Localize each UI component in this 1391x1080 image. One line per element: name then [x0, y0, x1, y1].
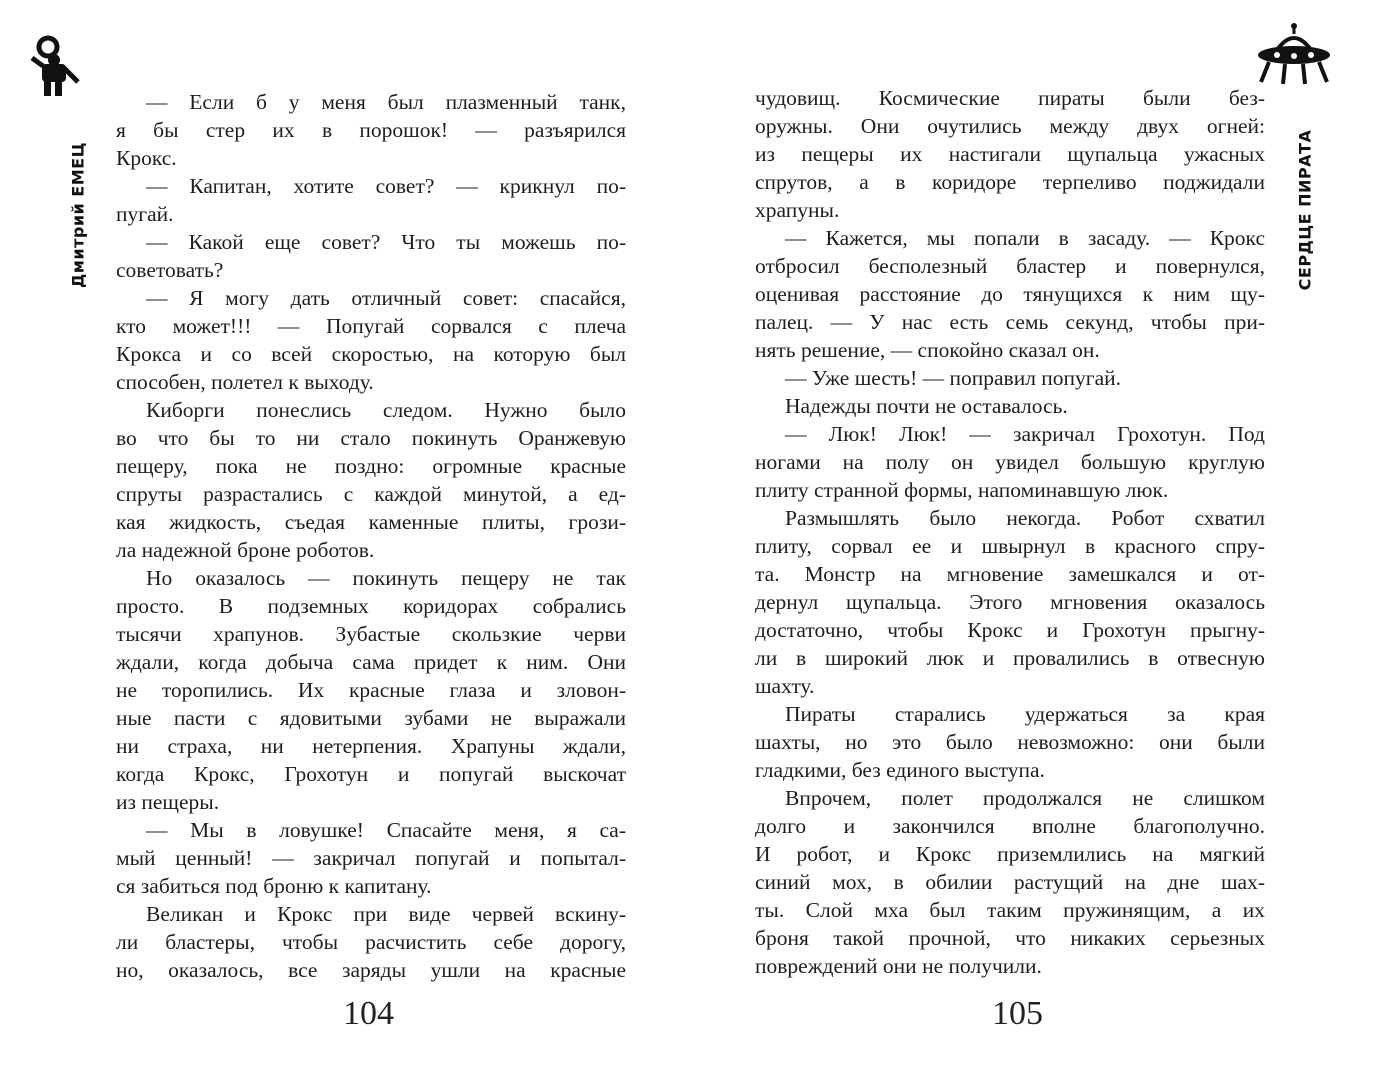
text-line: тысячи храпунов. Зубастые скользкие черви: [116, 622, 626, 646]
text-line: ли в широкий люк и провалились в отвесную: [755, 646, 1265, 670]
text-line: кто может!!! — Попугай сорвался с плеча: [116, 314, 626, 338]
astronaut-icon: [26, 34, 82, 98]
text-line: храпуны.: [755, 198, 840, 222]
text-line: Пираты старались удержаться за края: [785, 702, 1265, 726]
text-line: оценивая расстояние до тянущихся к ним щу-: [755, 282, 1265, 306]
text-line: та. Монстр на мгновение замешкался и от-: [755, 562, 1265, 586]
text-line: повреждений они не получили.: [755, 954, 1042, 978]
text-line: — Люк! Люк! — закричал Грохотун. Под: [785, 422, 1265, 446]
text-line: ные пасти с ядовитыми зубами не выражали: [116, 706, 626, 730]
text-line: достаточно, чтобы Крокс и Грохотун прыгну-: [755, 618, 1265, 642]
text-line: способен, полетел к выходу.: [116, 370, 374, 394]
text-line: шахту.: [755, 674, 815, 698]
text-line: И робот, и Крокс приземлились на мягкий: [755, 842, 1265, 866]
text-line: Размышлять было некогда. Робот схватил: [785, 506, 1265, 530]
text-line: спрутов, а в коридоре терпеливо поджидали: [755, 170, 1265, 194]
running-head-title: СЕРДЦЕ ПИРАТА: [1295, 129, 1315, 291]
text-line: кая жидкость, съедая каменные плиты, грози-: [116, 510, 626, 534]
text-line: ся забиться под броню к капитану.: [116, 874, 432, 898]
text-line: Крокс.: [116, 146, 177, 170]
text-line: во что бы то ни стало покинуть Оранжевую: [116, 426, 626, 450]
text-line: спруты разрастались с каждой минутой, а ед-: [116, 482, 626, 506]
ufo-icon: [1255, 22, 1333, 88]
text-line: — Я могу дать отличный совет: спасайся,: [146, 286, 626, 310]
text-line: — Капитан, хотите совет? — крикнул по-: [146, 174, 626, 198]
left-page: [0, 0, 690, 1080]
text-line: ла надежной броне роботов.: [116, 538, 375, 562]
text-line: ждали, когда добыча сама придет к ним. Они: [116, 650, 626, 674]
text-line: палец. — У нас есть семь секунд, чтобы при-: [755, 310, 1265, 334]
text-line: но, оказалось, все заряды ушли на красные: [116, 958, 626, 982]
text-line: — Уже шесть! — поправил попугай.: [785, 366, 1122, 390]
text-line: броня такой прочной, что никаких серьезных: [755, 926, 1265, 950]
text-line: советовать?: [116, 258, 224, 282]
text-line: ни страха, ни нетерпения. Храпуны ждали,: [116, 734, 626, 758]
page-number: 104: [343, 995, 394, 1032]
text-line: ли бластеры, чтобы расчистить себе дорогу,: [116, 930, 626, 954]
text-line: отбросил бесполезный бластер и повернулся,: [755, 254, 1265, 278]
text-line: Надежды почти не оставалось.: [785, 394, 1068, 418]
text-line: из пещеры их настигали щупальца ужасных: [755, 142, 1265, 166]
text-line: гладкими, без единого выступа.: [755, 758, 1045, 782]
text-line: — Если б у меня был плазменный танк,: [146, 90, 626, 114]
text-line: не торопились. Их красные глаза и зловон-: [116, 678, 626, 702]
text-line: Крокса и со всей скоростью, на которую был: [116, 342, 626, 366]
page-number: 105: [992, 995, 1043, 1032]
right-page-text: [755, 84, 1265, 980]
text-line: пугай.: [116, 202, 174, 226]
text-line: мый ценный! — закричал попугай и попытал-: [116, 846, 626, 870]
text-line: просто. В подземных коридорах собрались: [116, 594, 626, 618]
text-line: Великан и Крокс при виде червей вскину-: [146, 902, 626, 926]
text-line: Но оказалось — покинуть пещеру не так: [146, 566, 626, 590]
text-line: оружны. Они очутились между двух огней:: [755, 114, 1265, 138]
text-line: Впрочем, полет продолжался не слишком: [785, 786, 1265, 810]
left-page-text: [116, 88, 626, 984]
text-line: Киборги понеслись следом. Нужно было: [146, 398, 626, 422]
text-line: плиту странной формы, напоминавшую люк.: [755, 478, 1169, 502]
text-line: синий мох, в обилии растущий на дне шах-: [755, 870, 1265, 894]
text-line: — Какой еще совет? Что ты можешь по-: [146, 230, 626, 254]
text-line: ногами на полу он увидел большую круглую: [755, 450, 1265, 474]
right-page: [690, 0, 1391, 1080]
text-line: шахты, но это было невозможно: они были: [755, 730, 1265, 754]
text-line: из пещеры.: [116, 790, 220, 814]
text-line: я бы стер их в порошок! — разъярился: [116, 118, 626, 142]
text-line: ты. Слой мха был таким пружинящим, а их: [755, 898, 1265, 922]
text-line: пещеру, пока не поздно: огромные красные: [116, 454, 626, 478]
text-line: — Мы в ловушке! Спасайте меня, я са-: [146, 818, 626, 842]
text-line: чудовищ. Космические пираты были без-: [755, 86, 1265, 110]
text-line: когда Крокс, Грохотун и попугай выскочат: [116, 762, 626, 786]
text-line: долго и закончился вполне благополучно.: [755, 814, 1265, 838]
text-line: нять решение, — спокойно сказал он.: [755, 338, 1100, 362]
text-line: дернул щупальца. Этого мгновения оказалось: [755, 590, 1265, 614]
text-line: плиту, сорвал ее и швырнул в красного спру-: [755, 534, 1265, 558]
text-line: — Кажется, мы попали в засаду. — Крокс: [785, 226, 1265, 250]
running-head-author: Дмитрий ЕМЕЦ: [68, 142, 88, 288]
